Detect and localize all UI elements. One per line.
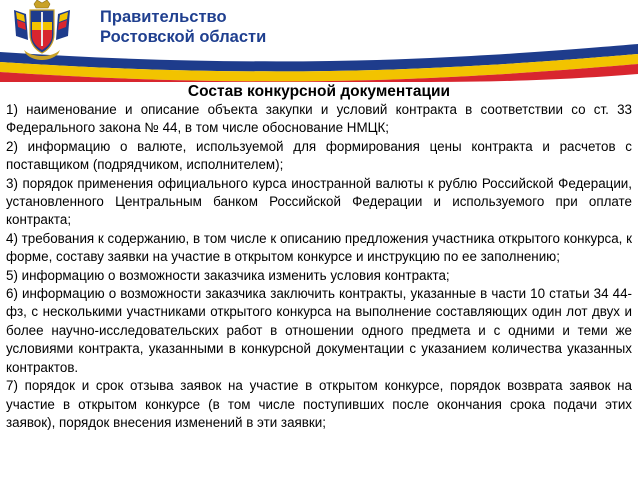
list-item: 4) требования к содержанию, в том числе к описанию предложения участника открытого конкурса, к форме, составу заявки на участие в открытом конкурсе и инструкцию по ее заполнению; xyxy=(6,230,632,265)
organization-title xyxy=(100,7,266,47)
document-title: Состав конкурсной документации xyxy=(187,83,451,100)
coat-of-arms-icon xyxy=(10,0,74,62)
list-item: 7) порядок и срок отзыва заявок на участие в открытом конкурсе, порядок возврата заявок на участие в открытом конкурсе (в том числе поступивших после окончания срока подачи этих заявок), порядок внесения изменений в эти заявки; xyxy=(6,378,632,430)
tricolor-stripes xyxy=(0,0,638,82)
list-item: 6) информацию о возможности заказчика заключить контракты, указанные в части 10 статьи 34 44-фз, с несколькими участниками открытого конкурса на выполнение составляющих один лот двух и более научно-исследовательских работ в отношении одного предмета и с одними и теми же условиями контракта, указанными в конкурсной документации с указанием количества указанных контрактов. xyxy=(6,286,632,375)
list-item: 2) информацию о валюте, используемой для формирования цены контракта и расчетов с поставщиком (подрядчиком, исполнителем); xyxy=(6,138,632,173)
organization-title-line1: Правительство xyxy=(100,8,227,26)
header-banner xyxy=(0,0,638,82)
list-item: 5) информацию о возможности заказчика изменить условия контракта; xyxy=(6,267,450,283)
organization-title-line2: Ростовской области xyxy=(100,28,267,46)
list-item: 3) порядок применения официального курса иностранной валюты к рублю Российской Федерации, установленного Центральным банком Российской Федерации и используемого при оплате контракта; xyxy=(6,175,632,228)
document-body xyxy=(6,101,632,432)
list-item: 1) наименование и описание объекта закупки и условий контракта в соответствии со ст. 33 Федерального закона № 44, в том числе обоснование НМЦК; xyxy=(6,102,632,136)
